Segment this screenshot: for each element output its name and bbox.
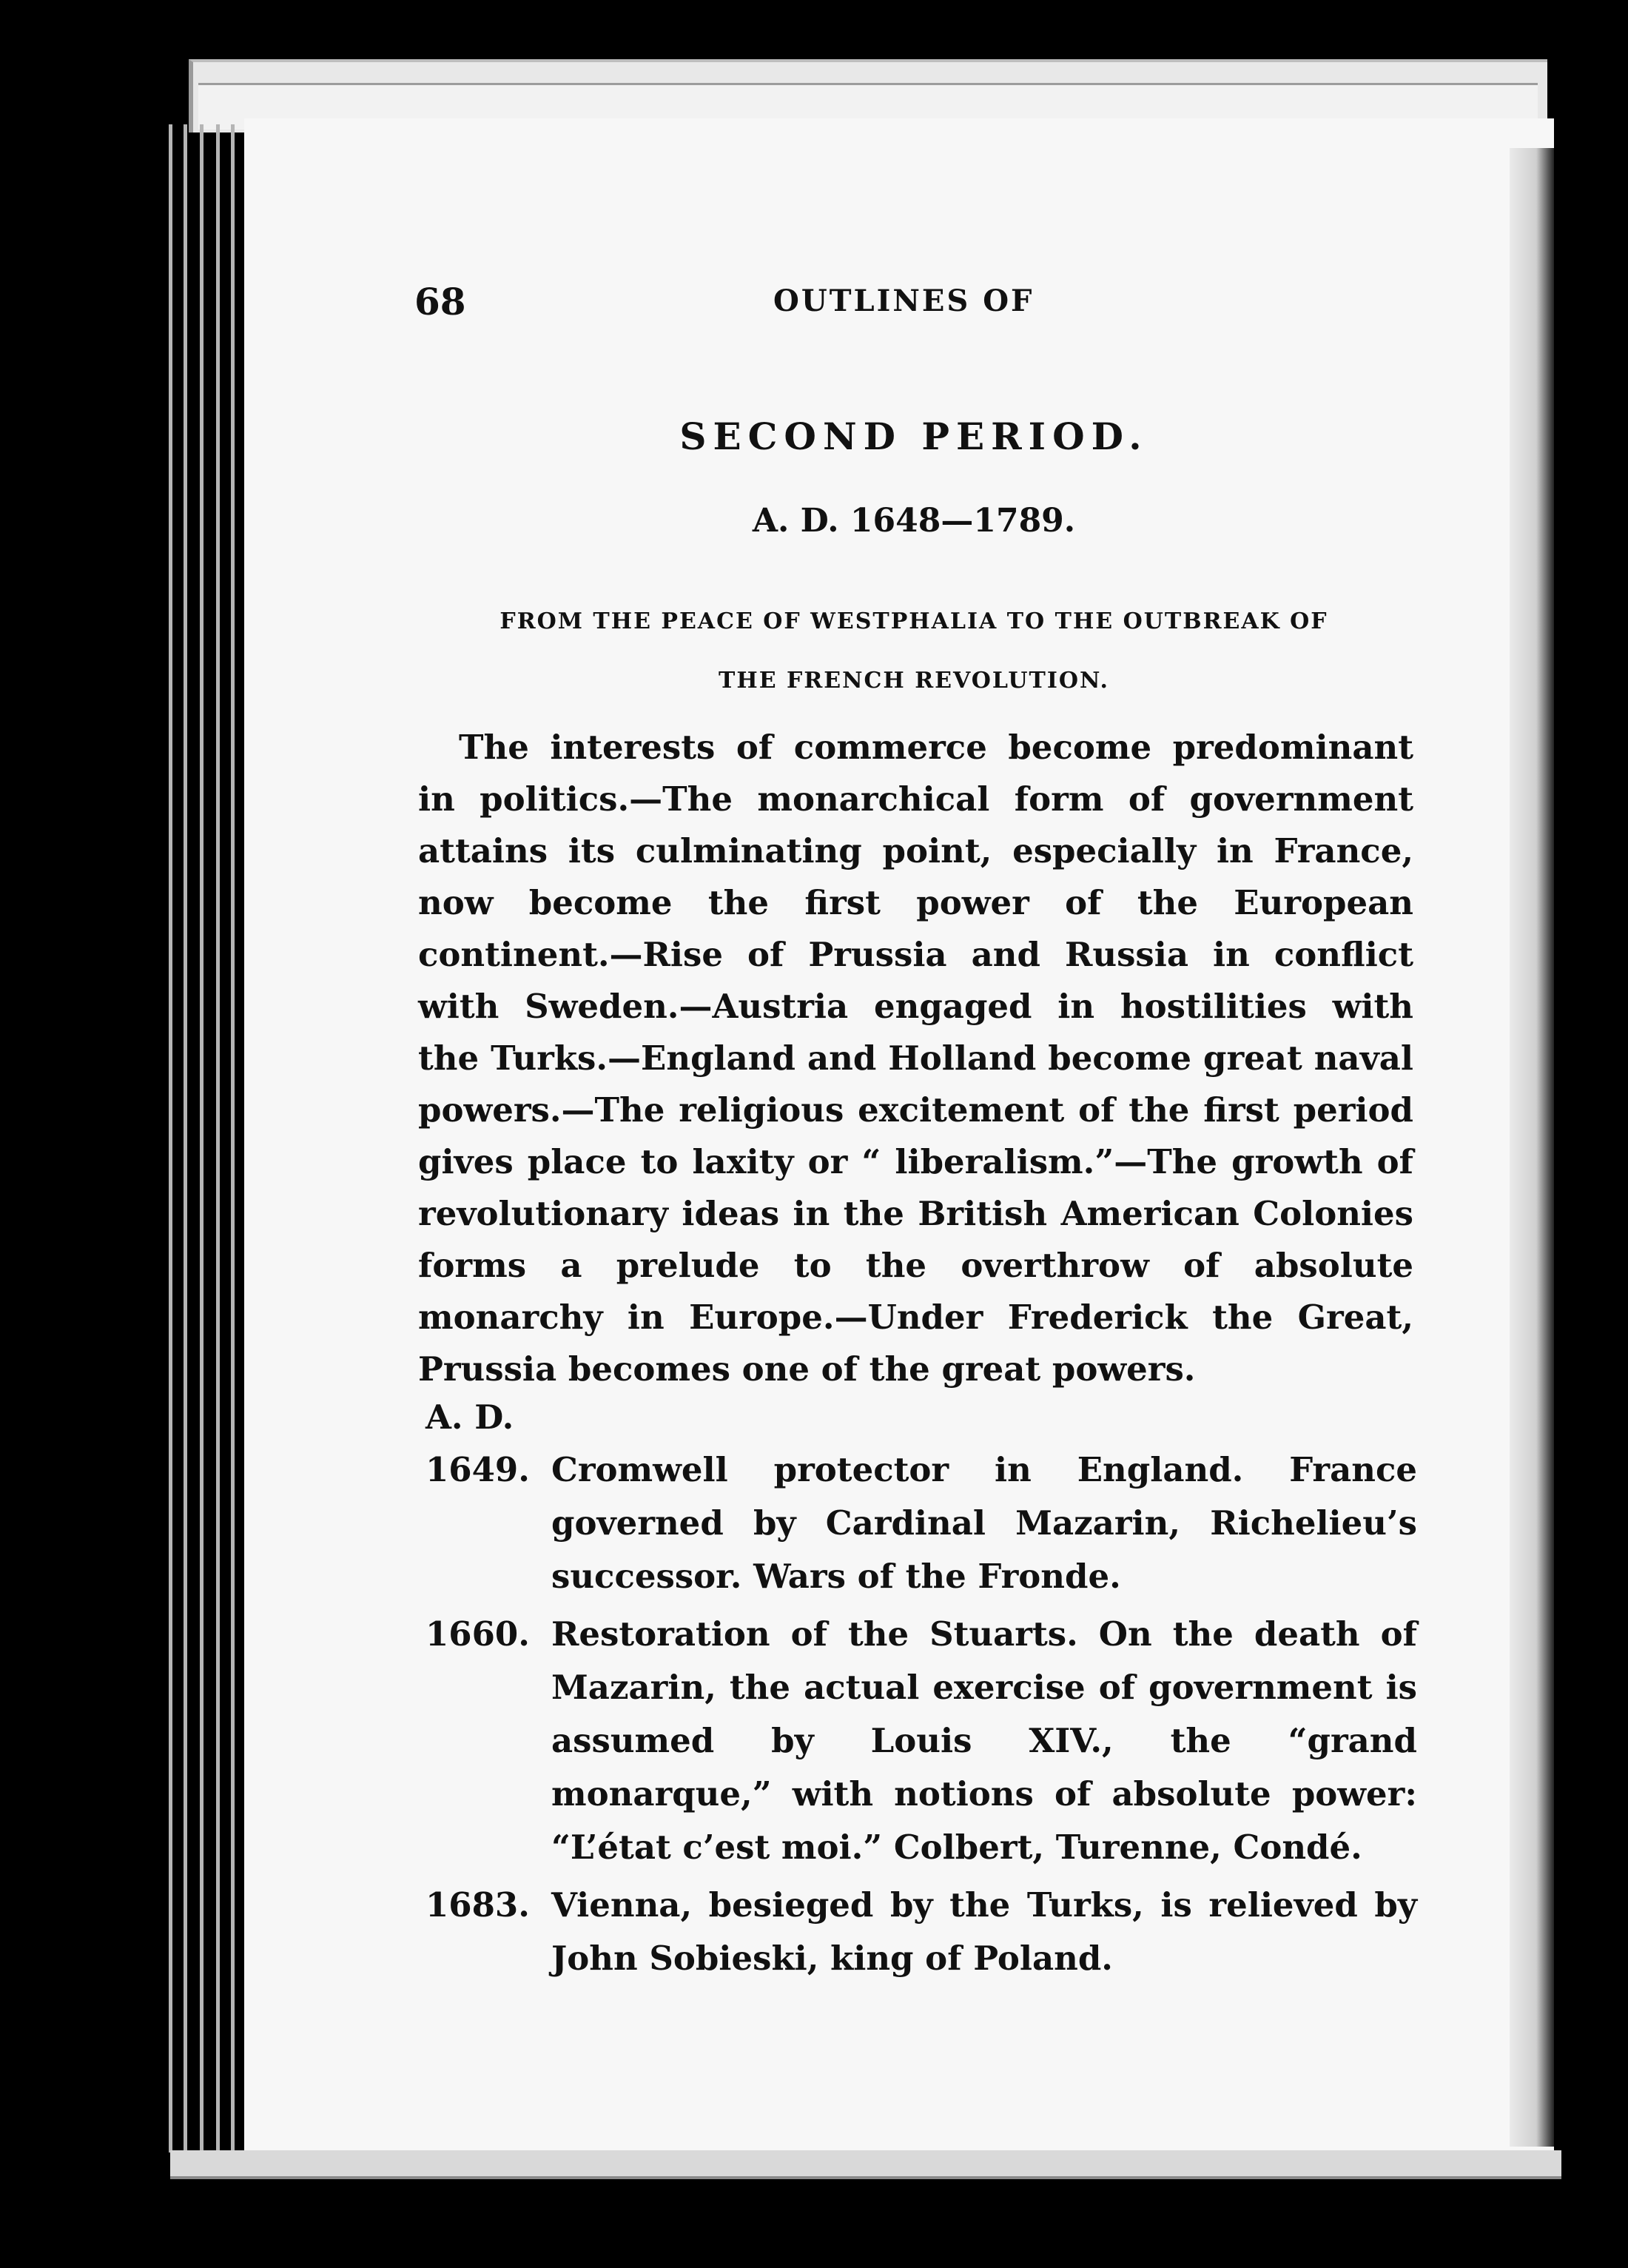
page-edge-bottom: [170, 2150, 1561, 2179]
chronology-list: [426, 1443, 1417, 1990]
page-edge-left: [200, 124, 204, 2153]
page-number: 68: [414, 280, 466, 323]
chronology-label: A. D.: [426, 1398, 514, 1437]
section-title: SECOND PERIOD.: [679, 415, 1148, 458]
chronology-text: Vienna, besieged by the Turks, is relieved by John Sobieski, king of Poland.: [551, 1885, 1417, 1978]
section-dates: A. D. 1648—1789.: [752, 502, 1076, 540]
chronology-year: 1649.: [426, 1450, 530, 1489]
section-subtitle-line: FROM THE PEACE OF WESTPHALIA TO THE OUTBREAK OF: [500, 608, 1328, 634]
summary-paragraph: The interests of commerce become predominant in politics.—The monarchical form of government attains its culminating point, especially in France, now become the first power of the European continent.—Rise of Prussia and Russia in conflict with Sweden.—Austria engaged in hostilities with the Turks.—England and Holland become great naval powers.—The religious excitement of the first period gives place to laxity or “ liberalism.”—The growth of revolutionary ideas in the British American Colonies forms a prelude to the overthrow of absolute monarchy in Europe.—Under Frederick the Great, Prussia becomes one of the great powers.: [418, 728, 1413, 1389]
page-edge-left: [216, 124, 220, 2153]
chronology-entry: [426, 1608, 1417, 1874]
running-title: OUTLINES OF: [773, 284, 1035, 318]
chronology-year: 1683.: [426, 1885, 530, 1925]
page-edge-left: [169, 124, 172, 2153]
chronology-year: 1660.: [426, 1614, 530, 1654]
page-fore-edge: [1510, 148, 1554, 2147]
chronology-text: Restoration of the Stuarts. On the death of Mazarin, the actual exercise of government is assumed by Louis XIV., the “grand monarque,” with notions of absolute power: “L’état c’est moi.” Colbert, Turenne, Condé.: [551, 1614, 1417, 1867]
page-edge-left: [231, 124, 235, 2153]
section-subtitle-line: THE FRENCH REVOLUTION.: [719, 668, 1109, 694]
chronology-entry: [426, 1443, 1417, 1603]
section-subtitle: [414, 592, 1413, 711]
chronology-entry: [426, 1879, 1417, 1985]
page-edge-left: [184, 124, 187, 2153]
chronology-text: Cromwell protector in England. France governed by Cardinal Mazarin, Richelieu’s successor. Wars of the Fronde.: [551, 1450, 1417, 1596]
running-head: [414, 280, 1413, 332]
